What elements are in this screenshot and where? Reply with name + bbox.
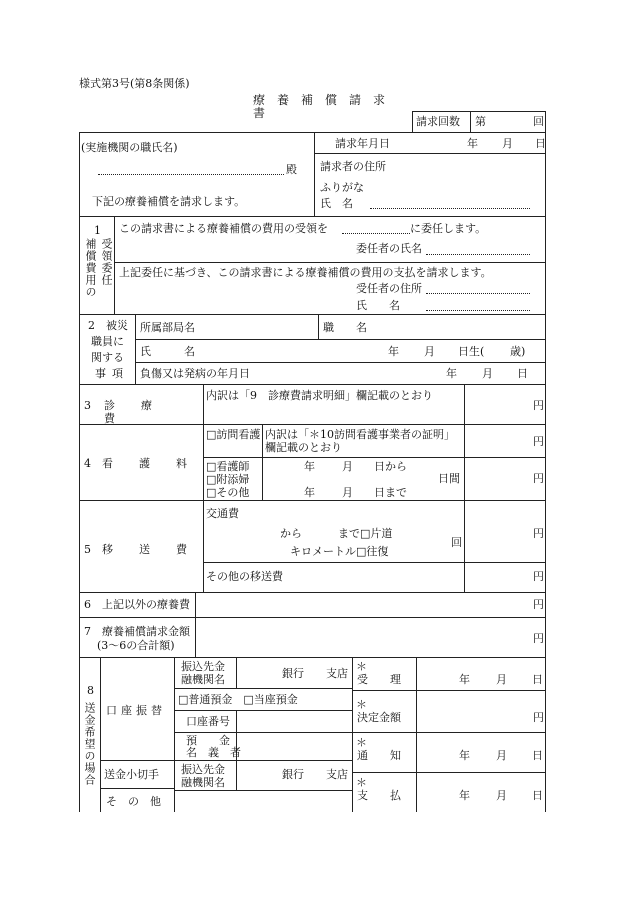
sec8-num: 8 [87,684,94,697]
request-count-suffix: 回 [533,115,544,128]
sec1-num: 1 [94,224,101,237]
sec6-yen: 円 [533,598,544,611]
attendant-checkbox[interactable]: □附添婦 [206,473,250,486]
birth-day: 日生( [458,345,485,358]
sec3-num: 3 [84,399,91,412]
transport-from: から [280,527,302,540]
birth-year: 年 [388,345,399,358]
request-date-label: 請求年月日 [335,137,390,150]
payment-year: 年 [459,789,470,802]
request-count-label: 請求回数 [416,115,460,128]
assignee-name-label: 氏 名 [356,299,400,312]
to-month: 月 [342,486,353,499]
assignee-name-line[interactable] [426,310,530,311]
sec5-yen1: 円 [533,527,544,540]
request-month: 月 [502,137,513,150]
other-checkbox[interactable]: □その他 [206,486,250,499]
delegate-line[interactable] [342,233,410,234]
deposit-type-checkboxes[interactable]: □普通預金 □当座預金 [178,693,298,706]
sec2-label1: 2 被災 [88,319,128,332]
sec7-label1: 7 療養補償請求金額 [84,625,190,638]
sec8-vertical: 送金希望の場合 [83,702,96,786]
sec3-label [104,399,198,425]
request-day: 日 [535,137,546,150]
injury-month: 月 [482,367,493,380]
payment-label: 支 払 [357,789,401,802]
office-star4: ＊ [356,776,367,789]
check-label: 送金小切手 [104,768,159,781]
claimant-address-label: 請求者の住所 [320,160,386,173]
sec7-label2: (3〜6の合計額) [97,639,175,652]
sec5-num: 5 [84,543,91,556]
notice-label: 通 知 [357,749,401,762]
transport-label: 交通費 [206,507,239,520]
sec3-yen: 円 [533,399,544,412]
receipt-label: 受 理 [357,673,401,686]
sec4-label: 看護料 [102,457,213,470]
request-year: 年 [467,137,478,150]
sec2-label2: 職員に [91,335,124,348]
nursing-days: 日間 [438,472,460,485]
receipt-year: 年 [459,673,470,686]
sec1-label-b: 補償費用の [84,238,97,298]
receipt-month: 月 [496,673,507,686]
other-method-label: そ の 他 [106,795,161,808]
bank-name-label1: 振込先金 [181,660,225,673]
check-branch-label: 支店 [326,768,348,781]
branch-label: 支店 [326,667,348,680]
institution-label: (実施機関の職氏名) [81,141,178,154]
furigana-label: ふりがな [320,181,364,194]
sec6-label: 6 上記以外の療養費 [84,598,190,611]
sec4-yen1: 円 [533,435,544,448]
sec2-label4: 事項 [95,367,129,380]
other-transport-label: その他の移送費 [206,570,283,583]
payment-month: 月 [496,789,507,802]
account-number-label: 口座番号 [186,715,230,728]
age: 歳) [510,345,526,358]
holder-label2: 名 義 者 [186,746,241,759]
birth-month: 月 [424,345,435,358]
decision-label: 決定金額 [357,711,401,724]
claimant-name-line[interactable] [370,208,530,209]
decision-yen: 円 [533,711,544,724]
delegate-text1: この請求書による療養補償の費用の受領を [119,222,328,235]
payment-day: 日 [532,789,543,802]
institution-line[interactable] [98,174,284,175]
visit-nursing-detail: 内訳は「＊10訪問看護事業者の証明」欄記載のとおり [265,428,455,454]
bank-name-label2: 融機関名 [181,673,225,686]
delegate-text2: に委任します。 [410,222,487,235]
assignee-addr-label: 受任者の住所 [356,282,422,295]
sec7-yen: 円 [533,632,544,645]
transport-km: キロメートル□往復 [290,545,389,558]
bank-transfer-label: 口座振替 [106,704,166,717]
to-day: 日まで [374,486,407,499]
from-day: 日から [374,460,407,473]
from-month: 月 [342,460,353,473]
victim-name-label: 氏 名 [140,345,195,358]
holder-label1: 預 金 [186,734,230,747]
page-title [253,94,399,120]
assignee-addr-line[interactable] [426,293,530,294]
request-count-field[interactable] [490,113,530,130]
nurse-checkbox[interactable]: □看護師 [206,460,250,473]
injury-date-label: 負傷又は発病の年月日 [140,367,250,380]
receipt-day: 日 [532,673,543,686]
check-bank-label1: 振込先金 [181,763,225,776]
injury-day: 日 [517,367,528,380]
office-star2: ＊ [356,698,367,711]
sec3-label-text: 診療費 [104,399,178,425]
dept-label: 所属部局名 [140,321,195,334]
form-number: 様式第3号(第8条関係) [79,77,190,90]
transport-times: 回 [451,536,462,549]
notice-month: 月 [496,749,507,762]
to-year: 年 [304,486,315,499]
office-star1: ＊ [356,660,367,673]
request-text: 上記委任に基づき、この請求書による療養補償の費用の支払を請求します。 [119,266,492,279]
sec3-detail: 内訳は「9 診療費請求明細」欄記載のとおり [206,389,433,402]
delegate-name-line[interactable] [426,254,530,255]
notice-year: 年 [459,749,470,762]
injury-year: 年 [446,367,457,380]
request-count-prefix: 第 [475,115,486,128]
sec1-label-a: 受領委任 [100,238,113,286]
sec2-label3: 関する [91,351,124,364]
sec5-label: 移送費 [102,543,213,556]
sec5-yen2: 円 [533,570,544,583]
check-bank-label: 銀行 [282,768,304,781]
visit-nursing-checkbox[interactable]: □訪問看護 [206,428,261,441]
honorific: 殿 [286,163,297,176]
delegate-name-label: 委任者の氏名 [356,242,422,255]
position-label: 職 名 [323,321,367,334]
notice-day: 日 [532,749,543,762]
sec4-num: 4 [84,457,91,470]
bank-label: 銀行 [282,667,304,680]
check-bank-label2: 融機関名 [181,776,225,789]
declaration: 下記の療養補償を請求します。 [92,195,246,208]
from-year: 年 [304,460,315,473]
sec4-yen2: 円 [533,472,544,485]
claimant-name-label: 氏 名 [320,197,353,210]
transport-to: まで□片道 [338,527,393,540]
office-star3: ＊ [356,736,367,749]
page-title-text: 療養補償請求書 [253,93,398,120]
